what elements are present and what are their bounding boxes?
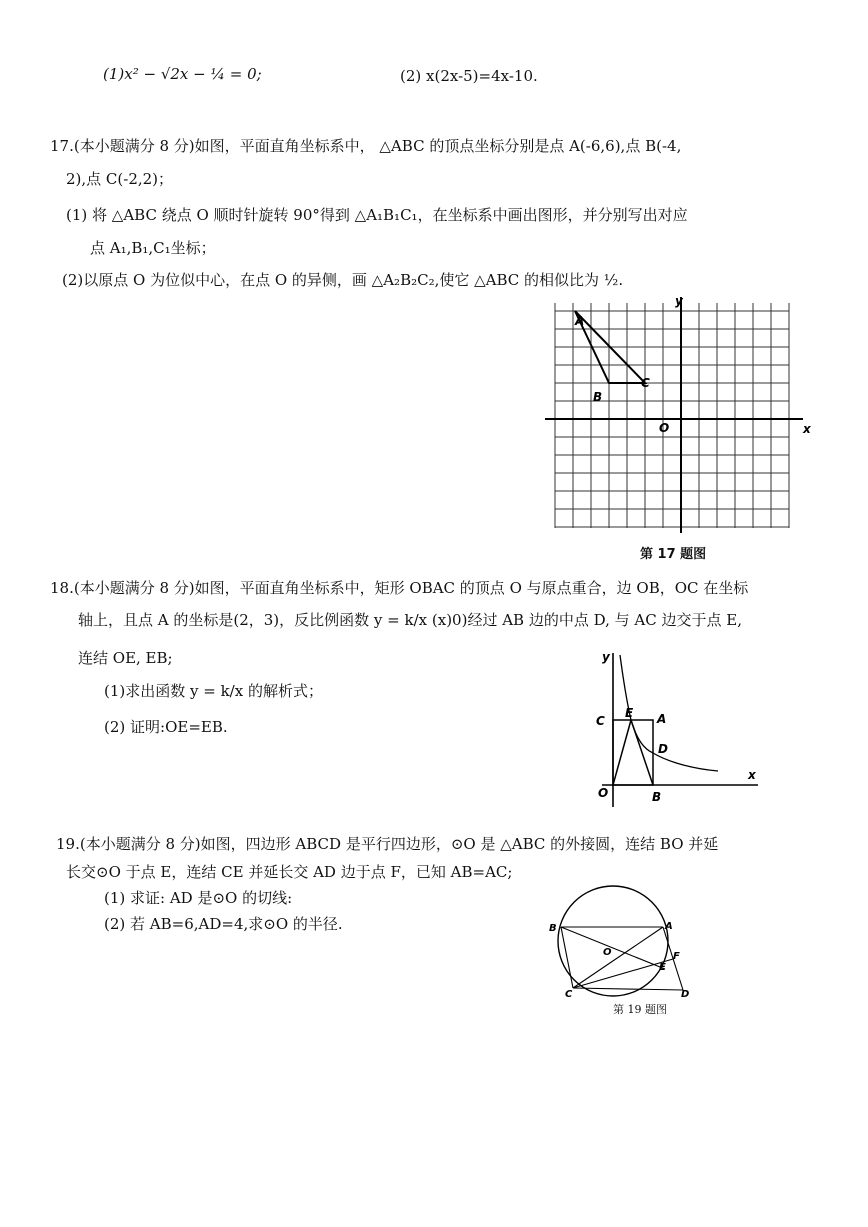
q18-label-O: O [598,786,609,800]
q17-part1-a: (1) 将 △ABC 绕点 O 顺时针旋转 90°得到 △A₁B₁C₁，在坐标系中画出图形，并分别写出对应 [66,206,688,224]
q19-label-C: C [565,989,573,1000]
q19-label-F: F [673,951,680,962]
q19-label-A: A [665,921,673,932]
q16-part2: (2) x(2x-5)=4x-10. [400,67,538,85]
q18-label-B: B [652,790,662,804]
q17-label-y: y [675,294,683,308]
q18-line3: 连结 OE, EB; [78,649,173,667]
q18-segment-oe [613,720,631,785]
q17-figure [545,293,815,533]
q19-caption: 第 19 题图 [613,1003,667,1016]
q18-part2: (2) 证明:OE=EB. [104,718,228,736]
q19-label-O: O [603,947,612,958]
q19-label-D: D [681,989,690,1000]
q17-label-B: B [593,390,603,404]
q19-circle [558,886,668,996]
q17-part2: (2)以原点 O 为位似中心，在点 O 的异侧，画 △A₂B₂C₂,使它 △ABC 的相似比为 ½. [62,271,624,289]
q17-caption: 第 17 题图 [640,547,707,562]
q17-label-O: O [659,421,670,435]
q17-line2: 2),点 C(-2,2)； [66,170,174,188]
q19-line2: 长交⊙O 于点 E，连结 CE 并延长交 AD 边于点 F，已知 AB=AC; [66,863,513,881]
q18-label-D: D [658,742,668,756]
q18-line2: 轴上，且点 A 的坐标是(2，3)，反比例函数 y = k/x (x)0)经过 AB 边的中点 D, 与 AC 边交于点 E, [78,611,742,629]
q18-figure [590,645,770,813]
q18-hyperbola [620,655,718,771]
q17-part1-b: 点 A₁,B₁,C₁坐标； [90,239,216,257]
q18-label-C: C [596,714,605,728]
q18-rectangle-obac [613,720,653,785]
q17-label-x: x [803,422,811,436]
q19-line1: 19.(本小题满分 8 分)如图，四边形 ABCD 是平行四边形，⊙O 是 △ABC 的外接圆，连结 BO 并延 [56,835,719,853]
q18-label-y: y [602,650,610,664]
q19-label-B: B [549,923,557,934]
q19-part2: (2) 若 AB=6,AD=4,求⊙O 的半径. [104,915,343,933]
q17-line1: 17.(本小题满分 8 分)如图，平面直角坐标系中， △ABC 的顶点坐标分别是点 A(-6,6),点 B(-4, [50,137,682,155]
q18-part1: (1)求出函数 y = k/x 的解析式； [104,682,323,700]
q18-label-A: A [657,712,667,726]
q19-label-E: E [659,962,666,973]
q18-label-E: E [625,706,634,720]
q17-label-C: C [641,376,650,390]
q19-figure [543,875,703,1000]
q16-part1: (1)x² − √2x − ¼ = 0; [103,65,262,83]
q17-label-A: A [575,314,585,328]
q19-part1: (1) 求证: AD 是⊙O 的切线: [104,889,293,907]
q17-grid [555,303,789,528]
q18-label-x: x [748,768,756,782]
q18-line1: 18.(本小题满分 8 分)如图，平面直角坐标系中，矩形 OBAC 的顶点 O 与原点重合，边 OB，OC 在坐标 [50,579,749,597]
